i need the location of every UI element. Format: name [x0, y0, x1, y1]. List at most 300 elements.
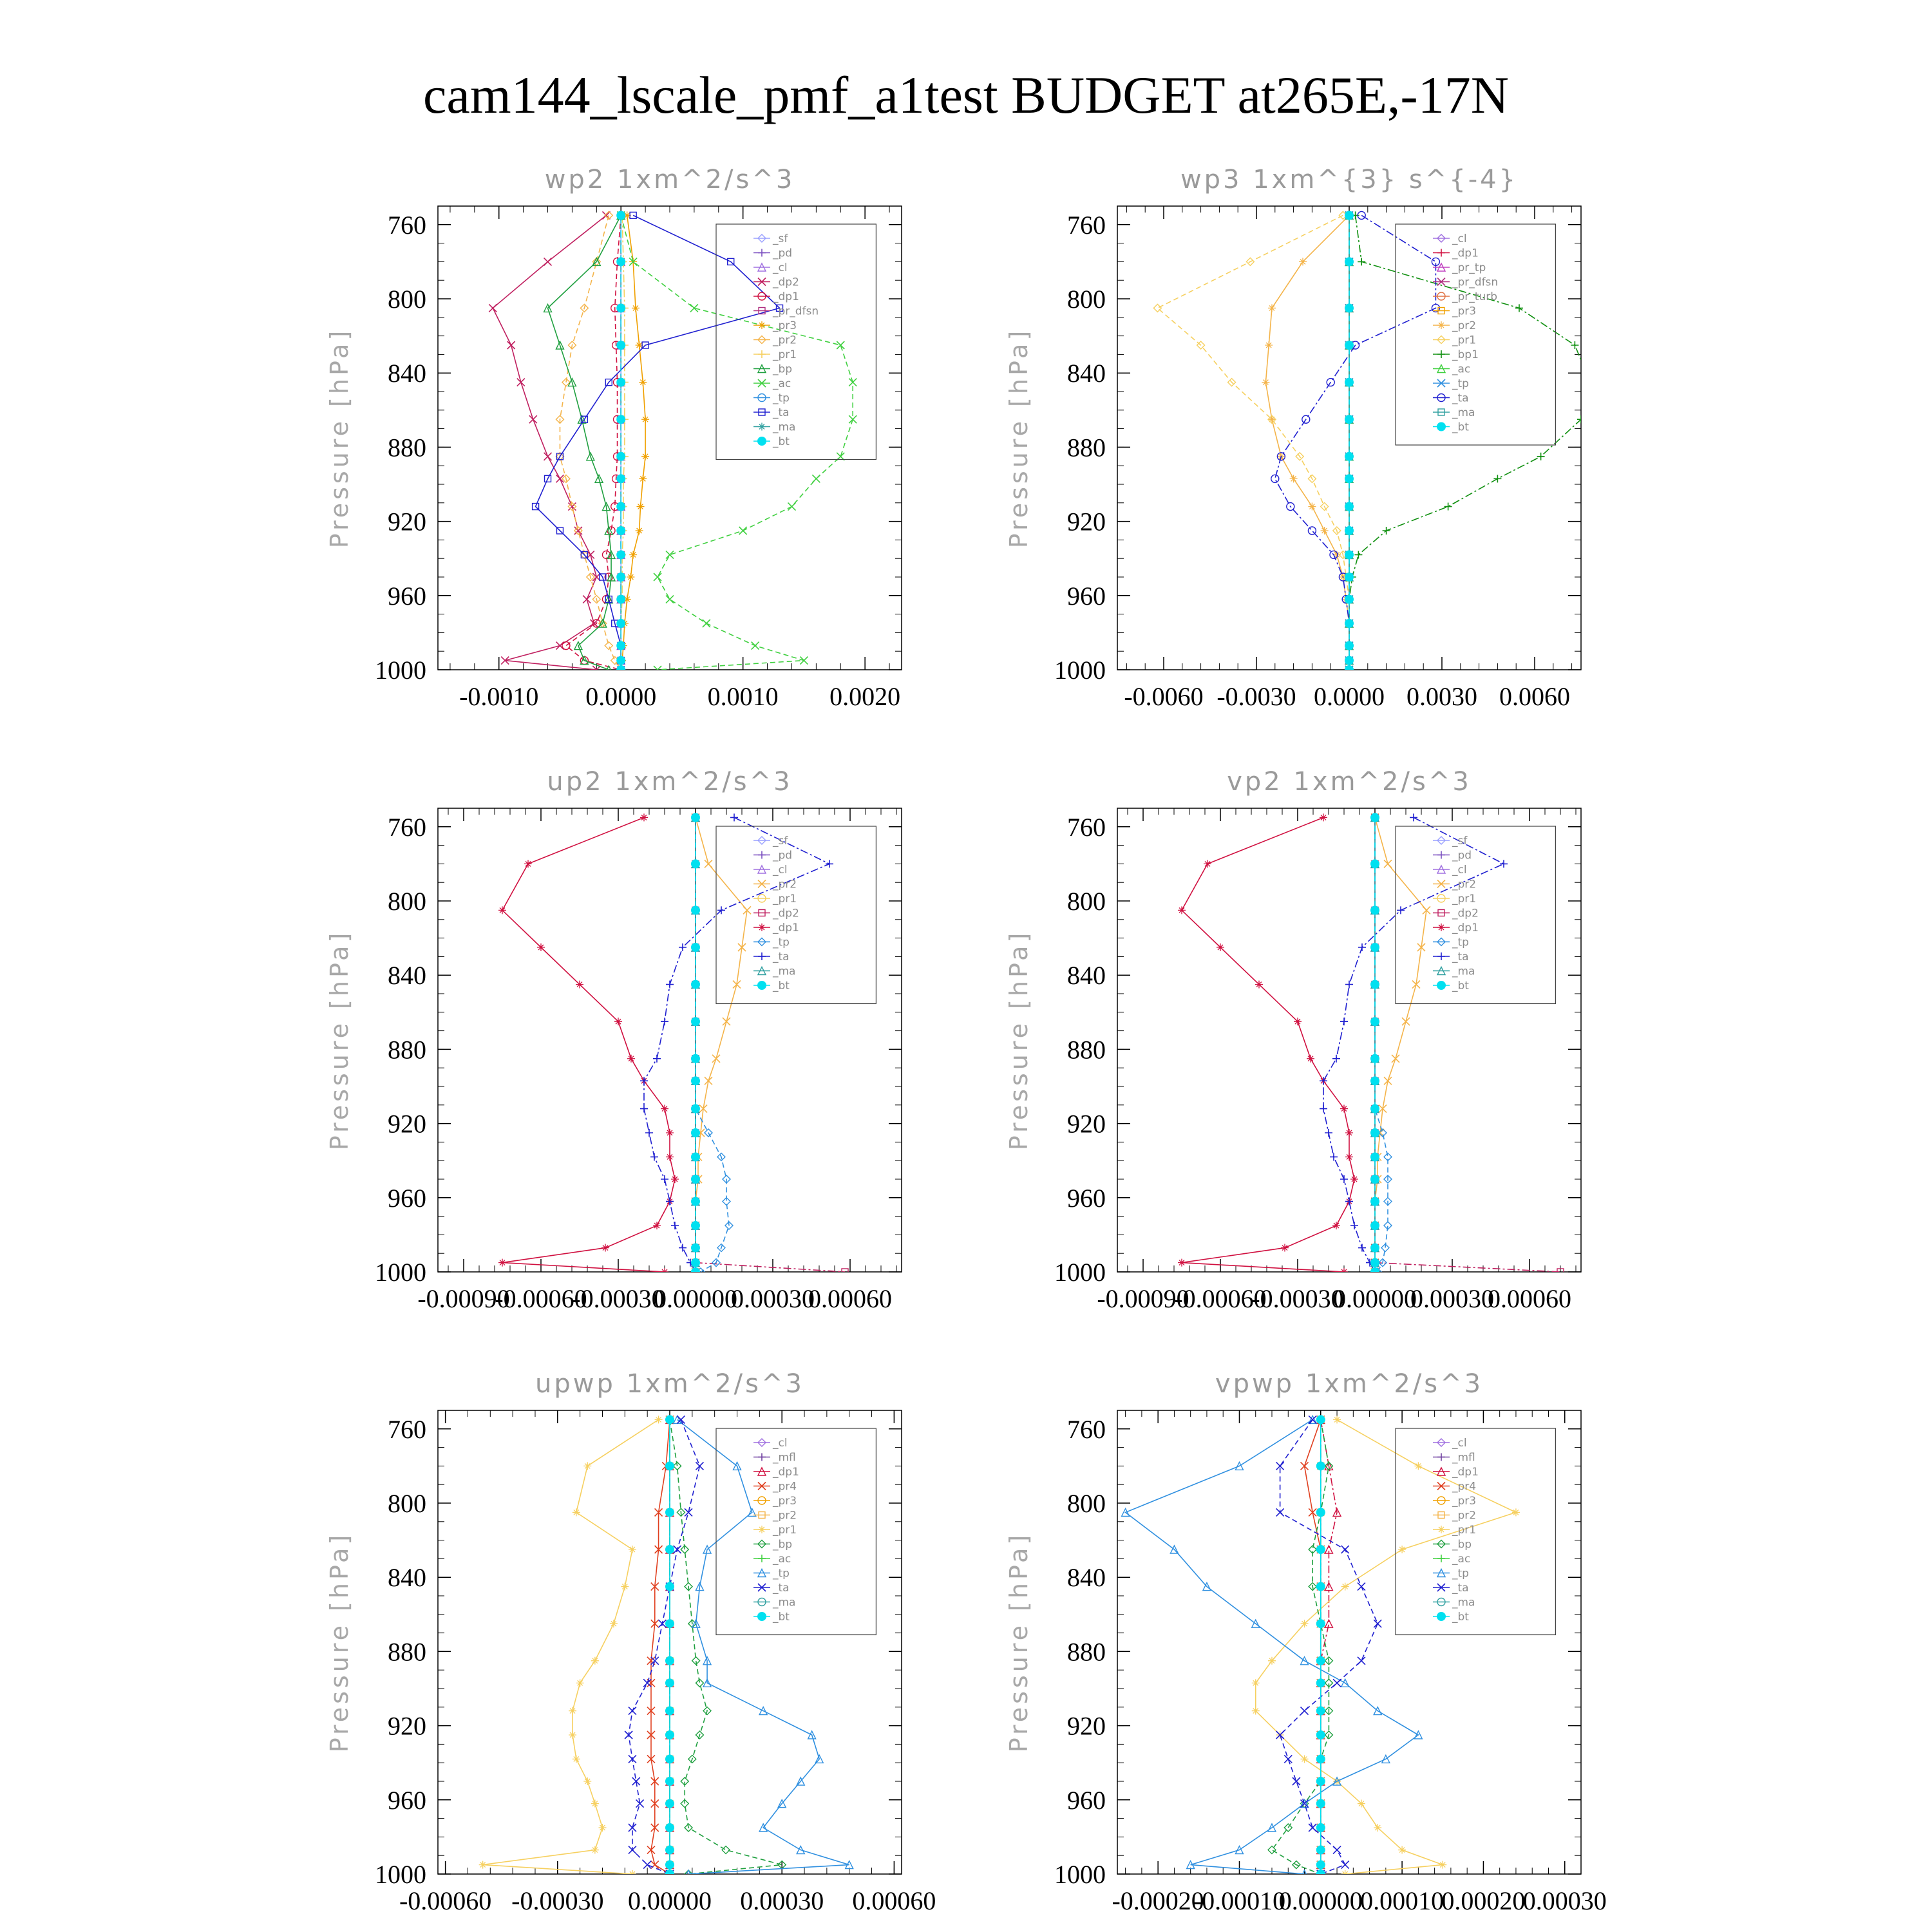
panel-2-xtick-label-2: 0.0000: [1314, 682, 1385, 711]
panel-6-legend: [1396, 1428, 1555, 1635]
panel-4-y-axis-label: Pressure [hPa]: [1005, 929, 1033, 1151]
panel-5-ytick-label-1000: 1000: [375, 1860, 426, 1889]
panel-4-point-bt-12: [1370, 1197, 1379, 1206]
panel-4-series-dp1: [1178, 813, 1358, 1276]
panel-2-series-ta: [1271, 211, 1440, 674]
panel-2-point-pr2-2: [1268, 304, 1276, 312]
panel-4-point-dp1-1: [1204, 860, 1211, 867]
panel-5-xtick-label-2: 0.00000: [628, 1886, 712, 1915]
panel-4-point-dp1-10: [1345, 1153, 1353, 1160]
panel-1-legend: [716, 224, 876, 460]
panel-3-point-ta-12: [666, 1198, 674, 1206]
panel-1-ytick-label-840: 840: [388, 359, 426, 388]
panel-3-point-bt-0: [691, 813, 700, 822]
panel-2-legend-marker-dp1: [1437, 249, 1445, 257]
panel-1-point-bt-16: [616, 665, 625, 674]
panel-4-series-line-dp1: [1182, 817, 1354, 1272]
panel-3-point-ta-10: [650, 1153, 658, 1160]
panel-6-point-pr1-0: [1333, 1416, 1341, 1423]
panel-5-point-ta-7: [643, 1679, 651, 1687]
panel-1: [325, 165, 902, 711]
panel-4-point-dp1-16: [1340, 1268, 1348, 1276]
panel-6-point-ta-3: [1341, 1546, 1349, 1553]
panel-4-legend-marker-bt: [1437, 981, 1446, 990]
panel-5-point-ta-1: [696, 1462, 703, 1470]
panel-1-point-pr3-9: [636, 527, 643, 535]
panel-3-point-ta-4: [666, 981, 674, 989]
panel-2-legend-marker-pr2: [1437, 321, 1445, 329]
panel-1-point-bt-2: [616, 303, 625, 312]
panel-1-legend-marker-pr1: [758, 350, 766, 358]
panel-2-point-bt-14: [1345, 641, 1354, 650]
panel-6-point-ta-8: [1301, 1707, 1309, 1715]
panel-2-series-line-pr2: [1265, 215, 1349, 670]
panel-5-point-bt-11: [665, 1777, 674, 1786]
panel-3-point-bt-13: [691, 1221, 700, 1230]
panel-4-series-pr2: [1371, 813, 1430, 1276]
panel-5-legend-label-cl: _cl: [773, 1437, 788, 1450]
panel-3-point-pr2-6: [712, 1055, 720, 1063]
panel-5-point-bt-8: [665, 1707, 674, 1716]
panel-4-ytick-label-840: 840: [1067, 961, 1106, 990]
panel-1-point-pr3-10: [629, 551, 637, 558]
panel-2-point-pr2-7: [1290, 475, 1298, 482]
panel-6-ytick-label-1000: 1000: [1054, 1860, 1106, 1889]
panel-1-point-ac-3: [837, 341, 844, 349]
panel-1-legend-label-ac: _ac: [773, 377, 791, 390]
panel-4-series-tp: [1371, 813, 1392, 1276]
panel-4-point-ta-11: [1340, 1175, 1348, 1183]
panel-6-legend-marker-ac: [1437, 1555, 1445, 1562]
panel-3-xtick-label-3: 0.00000: [654, 1284, 737, 1313]
panel-6-legend-label-dp1: _dp1: [1452, 1466, 1479, 1479]
panel-1-legend-label-pr3: _pr3: [773, 319, 797, 332]
panel-1-ytick-label-800: 800: [388, 285, 426, 314]
panel-4-point-bt-9: [1370, 1128, 1379, 1137]
panel-5-legend-marker-ac: [758, 1555, 766, 1562]
panel-3-y-axis-label: Pressure [hPa]: [325, 929, 354, 1151]
panel-1-legend-label-cl: _cl: [773, 261, 788, 274]
panel-2-legend-label-pr1: _pr1: [1452, 334, 1477, 347]
panel-1-point-pr3-2: [632, 304, 639, 312]
panel-6-xtick-label-5: 0.00030: [1522, 1886, 1607, 1915]
panel-4-series-line-pr2: [1375, 817, 1426, 1272]
panel-4-point-ta-14: [1358, 1244, 1366, 1252]
panel-4-legend-label-dp2: _dp2: [1452, 907, 1479, 920]
panel-6-point-ta-13: [1309, 1824, 1316, 1832]
panel-1-point-bt-6: [616, 452, 625, 461]
panel-3-point-bt-12: [691, 1197, 700, 1206]
panel-2-y-axis-label: Pressure [hPa]: [1005, 327, 1033, 549]
panel-4-point-bt-0: [1370, 813, 1379, 822]
panel-4-ytick-label-880: 880: [1067, 1035, 1106, 1065]
panel-1-point-ac-15: [800, 657, 808, 665]
panel-4-xtick-label-1: -0.00060: [1174, 1284, 1267, 1313]
panel-2-legend-label-dp1: _dp1: [1452, 247, 1479, 260]
panel-5-legend-label-bp: _bp: [773, 1538, 793, 1551]
panel-2-point-bt-9: [1345, 526, 1354, 535]
panel-1-point-bt-8: [616, 502, 625, 511]
panel-3-point-ta-6: [653, 1055, 661, 1063]
panel-1-point-dp2-6: [544, 453, 552, 460]
panel-2-xtick-label-4: 0.0060: [1499, 682, 1570, 711]
panel-6-ytick-label-920: 920: [1067, 1711, 1106, 1741]
panel-1-legend-label-pr-dfsn: _pr_dfsn: [773, 305, 819, 318]
panel-6-series-bp: [1268, 1416, 1332, 1878]
panel-3-legend-label-pd: _pd: [773, 849, 793, 862]
panel-3-legend-label-ma: _ma: [773, 965, 796, 978]
panel-6-point-pr1-3: [1398, 1546, 1406, 1553]
panel-6-legend-marker-bt: [1437, 1612, 1446, 1621]
panel-2-point-pr2-8: [1308, 503, 1316, 511]
panel-2-ytick-label-800: 800: [1067, 285, 1106, 314]
panel-3-point-bt-6: [691, 1054, 700, 1063]
panel-3-point-pr2-5: [723, 1018, 730, 1025]
panel-1-series-ac: [617, 211, 857, 674]
panel-1-legend-label-pd: _pd: [773, 247, 793, 260]
panel-1-legend-label-pr1: _pr1: [773, 348, 797, 361]
panel-5-point-ta-6: [651, 1657, 659, 1665]
panel-2-point-pr2-9: [1321, 527, 1329, 535]
panel-5-point-bt-16: [665, 1870, 674, 1879]
panel-2-ytick-label-880: 880: [1067, 433, 1106, 462]
panel-5-point-bt-1: [665, 1461, 674, 1470]
panel-5-point-bt-4: [665, 1582, 674, 1591]
panel-1-point-dp2-3: [507, 341, 515, 349]
panel-6-point-bp-14: [1268, 1846, 1276, 1854]
panel-1-point-bt-7: [616, 474, 625, 483]
panel-2-ytick-label-840: 840: [1067, 359, 1106, 388]
panel-2-point-bt-7: [1345, 474, 1354, 483]
panel-1-point-dp2-8: [568, 503, 576, 511]
panel-5-point-pr4-15: [651, 1861, 659, 1869]
panel-4-legend-label-tp: _tp: [1452, 936, 1469, 949]
panel-4-legend-marker-dp1: [1437, 923, 1445, 931]
panel-5-ytick-label-840: 840: [388, 1563, 426, 1593]
panel-5-point-pr1-8: [569, 1707, 576, 1715]
panel-3-point-bt-16: [691, 1267, 700, 1276]
panel-5-point-pr1-2: [573, 1508, 580, 1516]
panel-3-point-bt-10: [691, 1152, 700, 1161]
panel-6-point-bt-13: [1316, 1823, 1325, 1832]
panel-6-point-ta-14: [1333, 1846, 1341, 1854]
panel-2-series-pr2: [1262, 211, 1353, 674]
panel-4-point-bt-13: [1370, 1221, 1379, 1230]
panel-3-point-ta-8: [640, 1105, 648, 1113]
panel-6-point-pr1-15: [1439, 1861, 1446, 1869]
panel-3-xtick-label-5: 0.00060: [808, 1284, 892, 1313]
panel-2-point-bt-8: [1345, 502, 1354, 511]
panel-6-ytick-label-800: 800: [1067, 1489, 1106, 1518]
panel-1-xtick-label-2: 0.0010: [707, 682, 779, 711]
panel-5-point-pr1-7: [576, 1679, 584, 1687]
panel-3-legend-label-tp: _tp: [773, 936, 790, 949]
panel-6-title: vpwp 1xm^2/s^3: [1215, 1369, 1484, 1399]
panel-1-point-bt-5: [616, 415, 625, 424]
panel-1-point-ac-13: [703, 620, 710, 627]
panel-4-point-bt-16: [1370, 1267, 1379, 1276]
panel-5-legend-label-ma: _ma: [773, 1596, 796, 1609]
panel-2-point-bt-15: [1345, 656, 1354, 665]
panel-6-legend-label-ta: _ta: [1452, 1582, 1469, 1595]
panel-4-point-bt-4: [1370, 980, 1379, 989]
panel-4-point-dp1-15: [1178, 1259, 1186, 1267]
panel-4-point-ta-9: [1325, 1129, 1332, 1137]
panel-4-point-ta-0: [1410, 813, 1417, 821]
panel-3-point-bt-14: [691, 1244, 700, 1253]
panel-5-point-pr1-6: [591, 1657, 599, 1665]
panel-2-legend: [1396, 224, 1555, 445]
panel-3-title: up2 1xm^2/s^3: [547, 767, 793, 797]
panel-6-xtick-label-2: 0.00000: [1278, 1886, 1363, 1915]
panel-1-legend-label-bp: _bp: [773, 363, 793, 376]
panel-1-point-bt-10: [616, 550, 625, 559]
panel-3-point-dp1-14: [601, 1244, 609, 1252]
panel-6-point-ta-5: [1374, 1620, 1381, 1627]
panel-3-point-bt-4: [691, 980, 700, 989]
panel-2-point-bt-11: [1345, 573, 1354, 582]
panel-1-point-ac-7: [812, 475, 820, 482]
panel-3-point-dp1-13: [653, 1222, 661, 1229]
panel-3-point-ta-9: [645, 1129, 653, 1137]
panel-3-legend-label-ta: _ta: [773, 951, 790, 963]
panel-2-ytick-label-960: 960: [1067, 581, 1106, 611]
panel-5-legend-label-ta: _ta: [773, 1582, 790, 1595]
panel-5-legend-label-dp1: _dp1: [773, 1466, 799, 1479]
panel-1-point-ac-11: [654, 573, 661, 581]
panel-5-series-bt: [665, 1415, 674, 1879]
panel-3: [325, 767, 902, 1313]
panel-2-ytick-label-920: 920: [1067, 507, 1106, 536]
panel-6: [1005, 1369, 1607, 1915]
panel-3-point-bt-15: [691, 1258, 700, 1267]
panel-2-point-bt-13: [1345, 619, 1354, 628]
panel-2-series-pr1: [1153, 211, 1353, 674]
panel-3-legend-label-dp2: _dp2: [773, 907, 799, 920]
panel-5-point-pr1-14: [591, 1846, 599, 1854]
panel-2-series-line-ta: [1275, 215, 1436, 670]
panel-3-point-bt-5: [691, 1017, 700, 1026]
panel-4-title: vp2 1xm^2/s^3: [1227, 767, 1472, 797]
panel-3-point-dp1-8: [661, 1105, 668, 1113]
panel-2-point-bt-0: [1345, 211, 1354, 220]
panel-2: [1005, 165, 1594, 711]
panel-3-series-line-tp: [696, 817, 729, 1272]
panel-4-legend: [1396, 826, 1555, 1004]
panel-2-point-bt-10: [1345, 550, 1354, 559]
panel-3-legend-label-pr1: _pr1: [773, 893, 797, 905]
panel-3-point-ta-13: [671, 1222, 679, 1229]
panel-1-point-bt-14: [616, 641, 625, 650]
panel-3-point-bt-7: [691, 1076, 700, 1085]
panel-4-point-ta-5: [1340, 1018, 1348, 1025]
panel-3-point-ta-14: [679, 1244, 687, 1252]
panel-6-point-bt-11: [1316, 1777, 1325, 1786]
panel-1-series-pr2: [556, 211, 625, 674]
panel-1-point-ac-5: [849, 415, 857, 423]
panel-3-xtick-label-0: -0.00090: [417, 1284, 510, 1313]
panel-4-point-bt-1: [1370, 859, 1379, 868]
panel-3-ytick-label-920: 920: [388, 1109, 426, 1139]
panel-3-point-bt-2: [691, 905, 700, 914]
panel-4-legend-label-pr2: _pr2: [1452, 878, 1477, 891]
panel-1-legend-marker-bt: [757, 437, 766, 446]
panel-1-point-ac-12: [666, 596, 674, 603]
panel-2-legend-label-tp: _tp: [1452, 377, 1469, 390]
panel-6-point-ta-10: [1284, 1755, 1292, 1763]
panel-3-legend-label-dp1: _dp1: [773, 922, 799, 934]
panel-5-legend-label-pr4: _pr4: [773, 1480, 797, 1493]
panel-3-point-dp1-16: [661, 1268, 668, 1276]
panel-3-point-ta-0: [730, 813, 738, 821]
panel-4-point-pr2-6: [1392, 1055, 1399, 1063]
panel-1-legend-marker-pr3: [758, 321, 766, 329]
panel-2-point-bp1-2: [1515, 304, 1523, 312]
panel-5-legend-label-bt: _bt: [773, 1611, 790, 1624]
panel-4-point-ta-6: [1332, 1055, 1340, 1063]
panel-6-point-bt-16: [1316, 1870, 1325, 1879]
panel-1-ytick-label-760: 760: [388, 210, 426, 240]
panel-2-legend-label-bt: _bt: [1452, 421, 1469, 434]
panel-6-legend-label-mfl: _mfl: [1452, 1451, 1475, 1464]
panel-5-point-pr1-13: [598, 1824, 606, 1832]
panel-1-ytick-label-880: 880: [388, 433, 426, 462]
panel-1-point-bt-9: [616, 526, 625, 535]
panel-6-xtick-label-3: 0.00010: [1360, 1886, 1444, 1915]
panel-1-xtick-label-1: 0.0000: [585, 682, 657, 711]
panel-4-point-dp1-6: [1307, 1055, 1314, 1063]
panel-5-legend-marker-pr1: [758, 1526, 766, 1533]
panel-6-legend-label-cl: _cl: [1452, 1437, 1467, 1450]
panel-4-legend-label-ma: _ma: [1452, 965, 1475, 978]
panels: [325, 165, 1607, 1915]
panel-4-ytick-label-920: 920: [1067, 1109, 1106, 1139]
panel-5-legend-label-pr3: _pr3: [773, 1495, 797, 1508]
panel-4-ytick-label-960: 960: [1067, 1183, 1106, 1213]
panel-3-point-dp1-10: [666, 1153, 674, 1160]
panel-5-point-ta-13: [629, 1824, 636, 1832]
panel-5-legend-marker-bt: [757, 1612, 766, 1621]
panel-2-legend-label-ta: _ta: [1452, 392, 1469, 405]
panel-6-point-bt-0: [1316, 1415, 1325, 1424]
panel-1-xtick-label-3: 0.0020: [829, 682, 901, 711]
panel-1-plot-area: [489, 211, 857, 674]
panel-5-ytick-label-800: 800: [388, 1489, 426, 1518]
panel-2-point-pr2-3: [1265, 341, 1273, 349]
panel-3-ytick-label-840: 840: [388, 961, 426, 990]
panel-2-legend-label-cl: _cl: [1452, 232, 1467, 245]
panel-5-series-bp: [666, 1416, 786, 1878]
panel-1-point-pr3-11: [627, 573, 634, 581]
panel-5-ytick-label-880: 880: [388, 1637, 426, 1667]
panel-3-legend-label-bt: _bt: [773, 980, 790, 992]
panel-1-legend-label-dp1: _dp1: [773, 290, 799, 303]
panel-4-legend-label-cl: _cl: [1452, 864, 1467, 876]
panel-2-point-bt-16: [1345, 665, 1354, 674]
panel-5-point-ta-8: [629, 1707, 636, 1715]
panel-3-series-line-pr2: [696, 817, 747, 1272]
panel-1-legend-label-bt: _bt: [773, 435, 790, 448]
panel-1-point-dp1-14: [562, 642, 570, 650]
panel-4-point-ta-12: [1345, 1198, 1353, 1206]
panel-1-title: wp2 1xm^2/s^3: [544, 165, 795, 194]
panel-5-xtick-label-4: 0.00060: [852, 1886, 936, 1915]
panel-5-legend-label-pr2: _pr2: [773, 1509, 797, 1522]
panel-5-ytick-label-920: 920: [388, 1711, 426, 1741]
panel-5: [325, 1369, 936, 1915]
panel-6-point-ta-2: [1276, 1508, 1284, 1516]
panel-1-point-ac-2: [690, 304, 698, 312]
panel-5-series-line-ta: [629, 1419, 699, 1874]
panel-2-legend-label-ac: _ac: [1452, 363, 1471, 376]
panel-5-legend: [716, 1428, 876, 1635]
panel-4-point-dp1-0: [1320, 813, 1327, 821]
panel-2-series-line-pr1: [1157, 215, 1349, 670]
panel-1-point-pr3-6: [641, 453, 649, 460]
panel-6-point-ta-0: [1309, 1416, 1316, 1423]
panel-2-point-bt-5: [1345, 415, 1354, 424]
panel-4-point-bt-11: [1370, 1175, 1379, 1184]
panel-6-legend-marker-mfl: [1437, 1454, 1445, 1461]
panel-6-point-bt-15: [1316, 1861, 1325, 1870]
panel-4-legend-label-sf: _sf: [1452, 835, 1468, 848]
panel-5-legend-label-mfl: _mfl: [773, 1451, 796, 1464]
panel-6-frame: [1117, 1410, 1581, 1874]
panel-3-point-dp1-1: [524, 860, 532, 867]
panel-2-point-bp1-3: [1571, 341, 1578, 349]
panel-3-series-ta: [640, 813, 833, 1276]
panel-5-point-pr1-0: [655, 1416, 663, 1423]
panel-2-point-bt-6: [1345, 452, 1354, 461]
panel-6-xtick-label-4: 0.00020: [1441, 1886, 1526, 1915]
panel-4-ytick-label-760: 760: [1067, 812, 1106, 842]
panel-1-point-ac-10: [666, 551, 674, 558]
panel-1-point-bt-15: [616, 656, 625, 665]
panel-2-point-bp1-9: [1383, 527, 1390, 535]
panel-3-legend-marker-ta: [758, 952, 766, 960]
panel-4-xtick-label-5: 0.00060: [1488, 1284, 1571, 1313]
panel-3-point-ta-5: [661, 1018, 668, 1025]
panel-2-point-bt-3: [1345, 341, 1354, 350]
panel-5-point-bt-12: [665, 1799, 674, 1808]
panel-3-ytick-label-1000: 1000: [375, 1258, 426, 1287]
panel-6-series-ta: [1276, 1416, 1382, 1878]
panel-4-point-bt-15: [1370, 1258, 1379, 1267]
panel-1-point-pr3-5: [641, 415, 649, 423]
panel-1-point-bt-13: [616, 619, 625, 628]
panel-5-point-pr1-1: [583, 1462, 591, 1470]
panel-2-legend-label-pr2: _pr2: [1452, 319, 1477, 332]
panel-1-point-bt-4: [616, 378, 625, 387]
panel-4-point-ta-8: [1320, 1105, 1327, 1113]
panel-3-point-bt-11: [691, 1175, 700, 1184]
panel-4-xtick-label-3: 0.00000: [1333, 1284, 1417, 1313]
panel-6-xtick-label-0: -0.00020: [1112, 1886, 1204, 1915]
panel-4-point-bt-14: [1370, 1244, 1379, 1253]
panel-2-point-bp1-10: [1354, 551, 1362, 558]
panel-3-legend-marker-bt: [757, 981, 766, 990]
panel-4-point-pr2-1: [1384, 860, 1392, 867]
panel-1-point-pr3-7: [639, 475, 647, 482]
panel-1-legend-label-sf: _sf: [773, 232, 788, 245]
panel-3-point-dp1-11: [671, 1175, 679, 1183]
panel-5-point-pr1-9: [569, 1731, 576, 1739]
panel-2-point-bp1-8: [1444, 503, 1452, 511]
panel-4-legend-label-bt: _bt: [1452, 980, 1469, 992]
panel-4-point-bt-7: [1370, 1076, 1379, 1085]
panel-4-point-bt-6: [1370, 1054, 1379, 1063]
panel-5-series-ta: [625, 1416, 703, 1878]
